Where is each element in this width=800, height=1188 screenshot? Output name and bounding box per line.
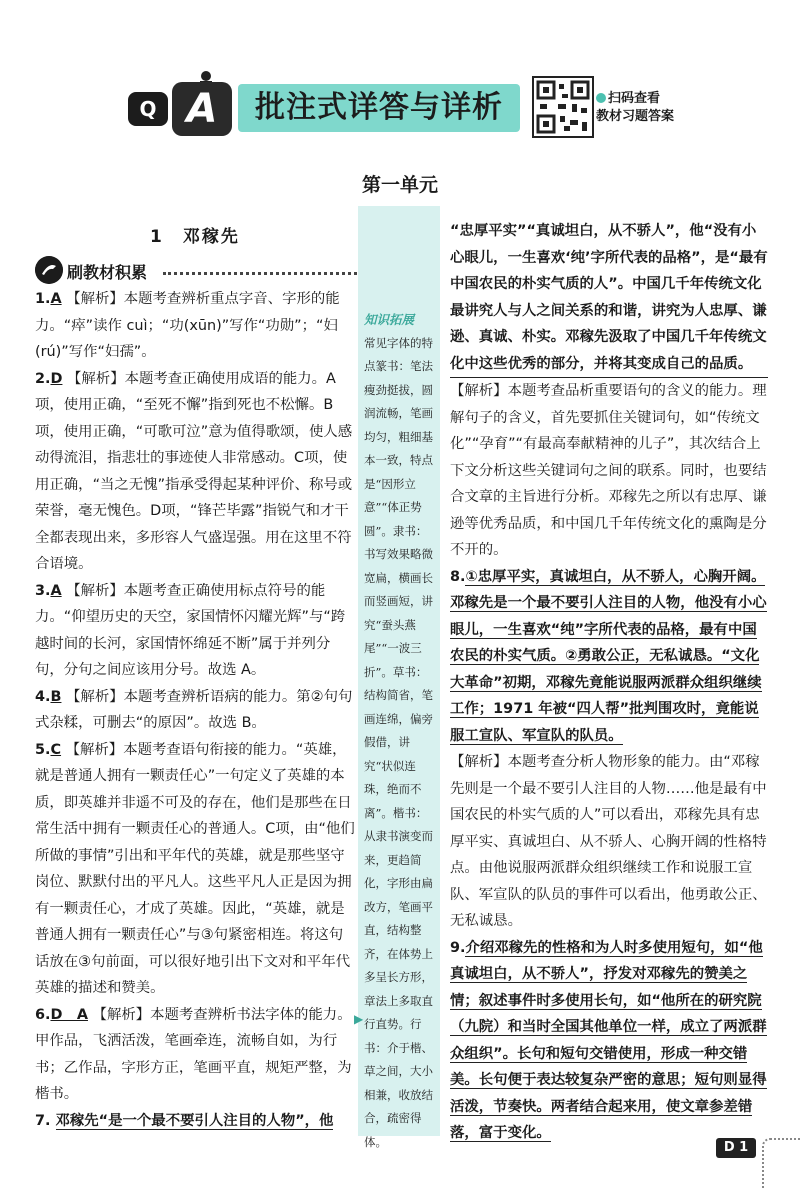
question-item: [35, 578, 355, 684]
item-number: 1.: [35, 291, 51, 307]
item-answer: D A: [50, 1006, 88, 1023]
item7-answer-lead: 邓稼先“是一个最不要引人注目的人物”，他: [55, 1112, 334, 1129]
item-analysis: 【解析】本题考查辨析语病的能力。第②句句式杂糅，可删去“的原因”。故选 B。: [35, 688, 353, 731]
item-answer: D: [50, 370, 63, 387]
question-item: [35, 737, 355, 1002]
knowledge-sidebar: [354, 206, 440, 1149]
item8-number: 8.: [450, 568, 466, 585]
sidebar-content: [364, 308, 436, 1154]
section-header: [35, 256, 365, 284]
a-badge: A: [172, 82, 232, 136]
right-column: [450, 218, 768, 1147]
sidebar-title: 知识拓展: [364, 312, 415, 327]
sidebar-text: 常见字体的特点篆书：笔法瘦劲挺拔，圆润流畅，笔画均匀，粗细基本一致，特点是“因形立意”“体正势圆”。隶书：书写效果略微宽扁，横画长而竖画短，讲究“蚕头燕尾”“一波三折”。草书：结构简省，笔画连绵，偏旁假借，讲究“状似连珠，绝而不离”。楷书：从隶书演变而来，更趋简化，字形由扁改方，笔画平直，结构整齐，在体势上多呈长方形，章法上多取直行直势。行书：介于楷、草之间，大小相兼，收放结合，疏密得体。: [364, 335, 433, 1149]
item-number: 6.: [35, 1006, 51, 1023]
item-answer: A: [50, 582, 62, 599]
page-number: D 1: [716, 1138, 756, 1158]
qr-tip: [596, 90, 674, 126]
item9-number: 9.: [450, 939, 466, 956]
dotted-divider: [163, 272, 363, 275]
item-analysis: 【解析】本题考查辨析书法字体的能力。甲作品，飞洒活泼，笔画牵连，流畅自如，为行书；乙作品，字形方正，笔画平直，规矩严整，为楷书。: [35, 1006, 352, 1102]
item8-analysis: 【解析】本题考查分析人物形象的能力。由“邓稼先则是一个最不要引人注目的人物……他是最有中国农民的朴实气质的人”可以看出，邓稼先具有忠厚平实、真诚坦白、从不骄人、心胸开阔的性格特点。由他说服两派群众组织继续工作和说服工宣队、军宣队的队员的事件可以看出，他勇敢公正、无私诚恳。: [450, 754, 767, 929]
question-item: [35, 366, 355, 578]
q-badge: Q: [128, 92, 168, 126]
left-column: [35, 286, 355, 1134]
item-analysis: 【解析】本题考查辨析重点字音、字形的能力。“瘁”读作 cuì；“功(xūn)”写作“功勋”；“妇(rú)”写作“妇孺”。: [35, 291, 340, 360]
question-item: [35, 286, 355, 366]
item-analysis: 【解析】本题考查正确使用成语的能力。A项，使用正确，“至死不懈”指到死也不松懈。B项，使用正确，“可歌可泣”意为值得歌颂，使人感动得流泪，指悲壮的事迹使人非常感动。C项，使用正确，“当之无愧”指承受得起某种评价、称号或荣誉，毫无愧色。D项，“锋芒毕露”指锐气和才干全都表现出来，多形容人气盛逞强。用在这里不符合语境。: [35, 370, 353, 572]
item-analysis: 【解析】本题考查正确使用标点符号的能力。“仰望历史的天空，家国情怀闪耀光辉”与“跨越时间的长河，家国情怀绵延不断”属于并列分句，分句之间应该用分号。故选 A。: [35, 582, 346, 678]
section-label: 刷教材积累: [67, 263, 148, 282]
item7-analysis: 【解析】本题考查品析重要语句的含义的能力。理解句子的含义，首先要抓住关键词句，如“传统文化”“孕育”“有最高奉献精神的儿子”，其次结合上下文分析这些关键词句之间的联系。同时，也要结合文章的主旨进行分析。邓稼先之所以有忠厚、谦逊等优秀品质，和中国几千年传统文化的熏陶是分不开的。: [450, 383, 767, 558]
question-item: [35, 684, 355, 737]
item-answer: C: [50, 741, 62, 758]
qr-tip-line1: 扫码查看: [608, 91, 661, 106]
item-answer: B: [50, 688, 62, 705]
scan-icon: [596, 93, 606, 103]
item8-answer-text: ①忠厚平实，真诚坦白，从不骄人，心胸开阔。邓稼先是一个最不要引人注目的人物，他没有小心眼儿，一生喜欢“纯”字所代表的品格，最有中国农民的朴实气质。②勇敢公正，无私诚恳。“文化大革命”初期，邓稼先竟能说服两派群众组织继续工作；1971 年被“四人帮”批判围攻时，竟能说服工宣队、军宣队的队员。: [450, 568, 767, 744]
unit-title: 第一单元: [361, 174, 438, 196]
item-number: 4.: [35, 688, 51, 705]
item-analysis: 【解析】本题考查语句衔接的能力。“英雄，就是普通人拥有一颗责任心”一句定义了英雄的本质，即英雄并非遥不可及的存在，他们是那些在日常生活中拥有一颗责任心的普通人。C项，由“他们所做的事情”引出和平年代的英雄，就是那些坚守岗位、默默付出的平凡人。这些平凡人正是因为拥有一颗责任心，才成了英雄。因此，“英雄，就是普通人拥有一颗责任心”与③句紧密相连。将这句话放在③句前面，可以很好地引出下文对和平年代英雄的描述和赞美。: [35, 741, 355, 996]
header-banner: [128, 70, 708, 148]
lesson-title: 1 邓稼先: [150, 227, 240, 247]
item8-answer: [450, 564, 768, 750]
item7-answer: [35, 1108, 355, 1135]
item9-answer: [450, 935, 768, 1147]
qr-tip-line2: 教材习题答案: [596, 109, 675, 124]
page-corner-decoration: [762, 1138, 800, 1188]
item-number: 5.: [35, 741, 51, 758]
brush-icon: [35, 256, 63, 284]
item-answer: A: [50, 291, 62, 307]
arrow-icon: ▶: [354, 1012, 364, 1026]
page-banner-title: 批注式详答与详析: [238, 84, 520, 132]
question-item: [35, 1002, 355, 1108]
item-number: 3.: [35, 582, 51, 599]
qr-code-icon[interactable]: [532, 76, 594, 138]
item7-answer-cont: “忠厚平实”“真诚坦白，从不骄人”，他“没有小心眼儿，一生喜欢‘纯’字所代表的品格”，是“最有中国农民的朴实气质的人”。中国几千年传统文化最讲究人与人之间关系的和谐，讲究为人忠厚、谦逊、真诚、朴实。邓稼先汲取了中国几千年传统文化中这些优秀的部分，并将其变成自己的品质。: [450, 218, 768, 378]
item9-answer-text: 介绍邓稼先的性格和为人时多使用短句，如“他真诚坦白，从不骄人”，抒发对邓稼先的赞美之情；叙述事件时多使用长句，如“他所在的研究院（九院）和当时全国其他单位一样，成立了两派群众组织”。长句和短句交错使用，形成一种交错美。长句便于表达较复杂严密的意思；短句则显得活泼，节奏快。两者结合起来用，使文章参差错落，富于变化。: [450, 939, 767, 1141]
item7-number: 7.: [35, 1112, 51, 1129]
item-number: 2.: [35, 370, 51, 387]
